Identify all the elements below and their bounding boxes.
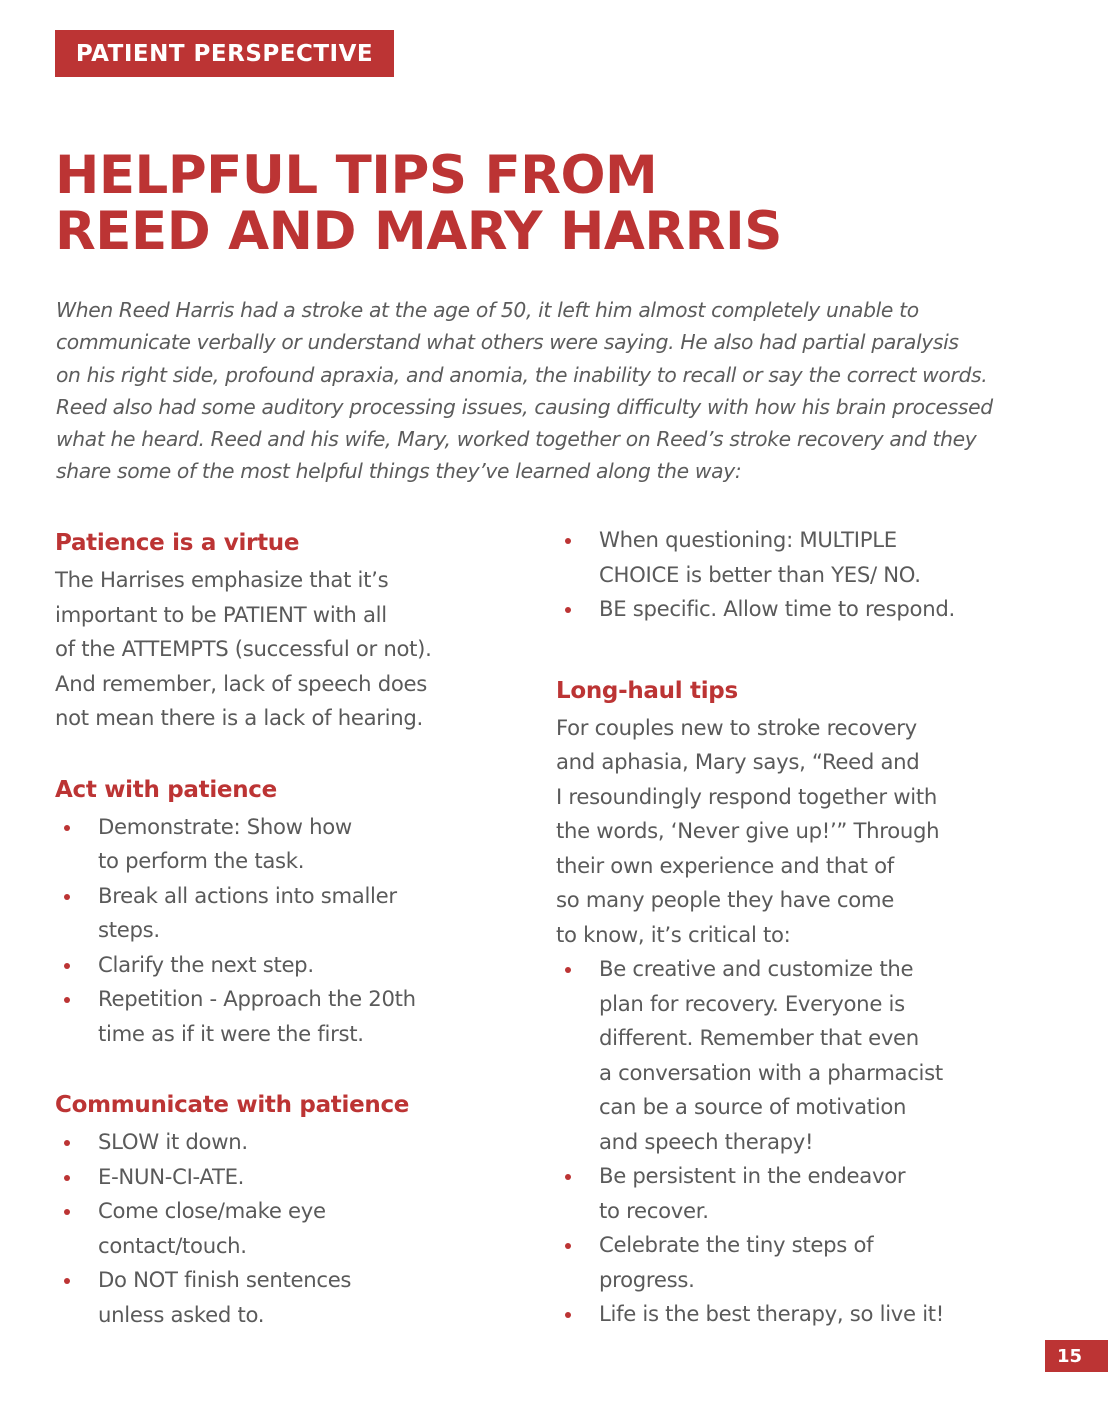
bullet-icon [64,1140,70,1146]
section-paragraph [556,711,1036,953]
intro-line: share some of the most helpful things they’ve learned along the way: [56,459,742,484]
item-line: CHOICE is better than YES/ NO. [599,561,921,587]
title-line: REED AND MARY HARRIS [55,201,782,262]
paragraph-line: the words, ‘Never give up!’” Through [556,818,940,843]
intro-line: what he heard. Reed and his wife, Mary, worked together on Reed’s stroke recovery and they [56,427,977,452]
item-line: Break all actions into smaller [98,882,397,908]
bullet-list [55,810,505,1052]
section-long-haul [556,671,1036,1332]
item-line: Life is the best therapy, so live it! [599,1301,944,1326]
bullet-icon [565,1243,571,1249]
bullet-icon [64,825,70,831]
item-line: Be creative and customize the [599,956,914,981]
item-line: Celebrate the tiny steps of [599,1232,874,1257]
bullet-icon [565,1312,571,1318]
item-line: a conversation with a pharmacist [599,1059,943,1085]
paragraph-line: of the ATTEMPTS (successful or not). [55,636,432,661]
item-line: Demonstrate: Show how [98,813,352,839]
section-heading: Communicate with patience [55,1092,410,1118]
section-heading: Act with patience [55,776,277,803]
paragraph-line: For couples new to stroke recovery [556,714,917,740]
section-heading: Patience is a virtue [55,530,300,556]
item-line: Repetition - Approach the 20th [98,986,416,1011]
list-item [556,1228,1036,1297]
list-item [55,1263,505,1332]
bullet-list [55,1125,505,1332]
section-act-patience [55,770,505,1052]
list-item [55,982,505,1051]
section-heading: Long-haul tips [556,677,738,704]
item-line: Do NOT finish sentences [98,1267,352,1292]
intro-line: Reed also had some auditory processing issues, causing difficulty with how his brain processed [56,394,993,419]
title-line: HELPFUL TIPS FROM [55,145,658,206]
page-title [55,145,782,262]
item-line: to perform the task. [98,848,305,873]
list-item [55,1125,505,1160]
section-paragraph [55,563,505,736]
bullet-icon [64,894,70,900]
list-item [556,1297,1036,1332]
bullet-icon [64,1209,70,1215]
item-line: time as if it were the first. [98,1020,364,1046]
paragraph-line: and aphasia, Mary says, “Reed and [556,749,920,774]
list-item [55,948,505,983]
bullet-icon [64,1278,70,1284]
paragraph-line: so many people they have come [556,887,894,912]
bullet-list [556,952,1036,1332]
intro-line: communicate verbally or understand what others were saying. He also had partial paralysis [56,330,959,355]
item-line: to recover. [599,1197,709,1223]
item-line: Clarify the next step. [98,951,314,977]
item-line: Be persistent in the endeavor [599,1163,906,1188]
page-number: 15 [1045,1340,1108,1372]
bullet-icon [565,607,571,613]
section-patience-virtue [55,523,505,736]
item-line: progress. [599,1266,695,1292]
item-line: unless asked to. [98,1301,265,1327]
paragraph-line: to know, it’s critical to: [556,921,791,947]
paragraph-line: The Harrises emphasize that it’s [55,567,389,592]
intro-line: When Reed Harris had a stroke at the age of 50, it left him almost completely unable to [56,298,919,322]
paragraph-line: not mean there is a lack of hearing. [55,705,423,730]
list-item [55,1160,505,1195]
section-communicate-patience [55,1085,505,1332]
item-line: plan for recovery. Everyone is [599,990,905,1016]
item-line: When questioning: MULTIPLE [599,527,897,552]
intro-paragraph [56,294,1016,488]
item-line: different. Remember that even [599,1025,919,1050]
list-item [556,523,1036,592]
bullet-icon [64,997,70,1003]
bullet-icon [64,1175,70,1181]
left-column [55,523,505,1332]
list-item [556,1159,1036,1228]
item-line: E-NUN-CI-ATE. [98,1163,245,1189]
paragraph-line: important to be PATIENT with all [55,601,387,627]
list-item [55,879,505,948]
item-line: steps. [98,917,160,942]
list-item [556,592,1036,627]
bullet-icon [565,967,571,973]
paragraph-line: And remember, lack of speech does [55,670,428,696]
bullet-list-continued [556,523,1036,627]
item-line: can be a source of motivation [599,1094,907,1119]
section-tag: PATIENT PERSPECTIVE [55,30,394,77]
item-line: SLOW it down. [98,1129,248,1154]
right-column [556,523,1036,1332]
item-line: Come close/make eye [98,1198,326,1223]
bullet-icon [64,963,70,969]
list-item [55,810,505,879]
bullet-icon [565,538,571,544]
item-line: and speech therapy! [599,1128,814,1154]
item-line: contact/touch. [98,1232,247,1258]
paragraph-line: their own experience and that of [556,852,894,878]
paragraph-line: I resoundingly respond together with [556,783,937,809]
bullet-icon [565,1174,571,1180]
intro-line: on his right side, profound apraxia, and anomia, the inability to recall or say the correct words. [56,362,988,387]
list-item [556,952,1036,1159]
list-item [55,1194,505,1263]
item-line: BE specific. Allow time to respond. [599,596,955,621]
